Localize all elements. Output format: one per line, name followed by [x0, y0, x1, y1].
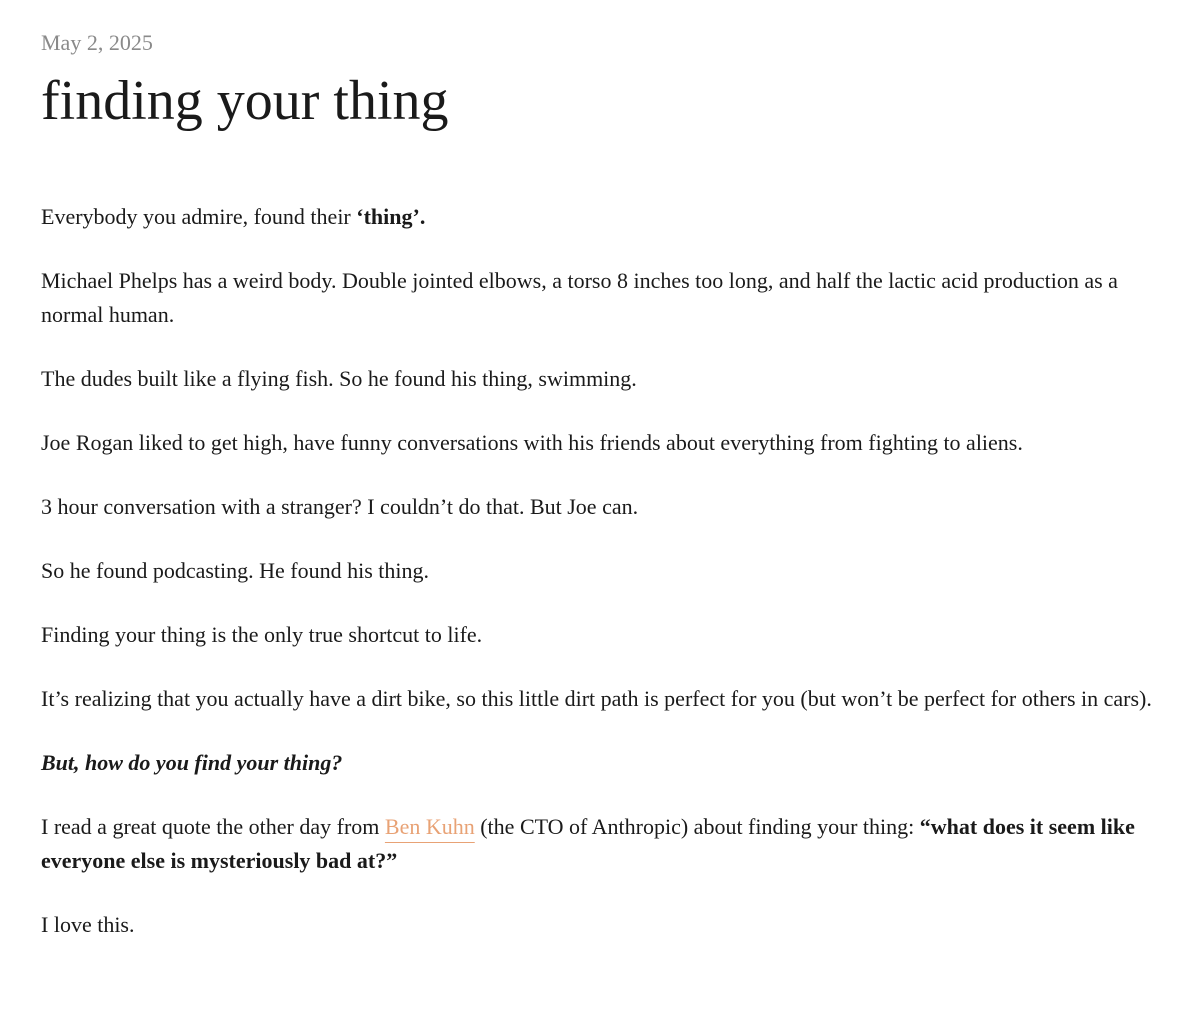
paragraph-1 — [41, 200, 1181, 234]
bold-quote: “what does it seem like everyone else is mysteriously bad at?” — [41, 814, 1135, 873]
paragraph-2: Michael Phelps has a weird body. Double jointed elbows, a torso 8 inches too long, and half the lactic acid production as a normal human. — [41, 268, 1118, 327]
bold-text: ‘thing’. — [356, 204, 426, 229]
paragraph-4: Joe Rogan liked to get high, have funny conversations with his friends about everything from fighting to aliens. — [41, 430, 1023, 455]
ben-kuhn-link[interactable]: Ben Kuhn — [384, 814, 475, 839]
paragraph-10 — [41, 810, 1181, 878]
paragraph-text: I read a great quote the other day from — [41, 814, 385, 839]
bold-italic-question: But, how do you find your thing? — [41, 750, 343, 775]
paragraph-8: It’s realizing that you actually have a dirt bike, so this little dirt path is perfect for you (but won’t be perfect for others in cars). — [41, 686, 1152, 711]
paragraph-text: Everybody you admire, found their — [41, 204, 357, 229]
post-title: finding your thing — [41, 70, 449, 132]
post-date: May 2, 2025 — [41, 30, 153, 55]
post-body — [41, 200, 1181, 972]
paragraph-6: So he found podcasting. He found his thing. — [41, 558, 430, 583]
paragraph-5: 3 hour conversation with a stranger? I couldn’t do that. But Joe can. — [41, 494, 639, 519]
paragraph-text: (the CTO of Anthropic) about finding your thing: — [474, 814, 920, 839]
paragraph-9 — [41, 746, 1181, 780]
paragraph-3: The dudes built like a flying fish. So he found his thing, swimming. — [41, 366, 637, 391]
paragraph-11: I love this. — [41, 912, 135, 937]
paragraph-7: Finding your thing is the only true shortcut to life. — [41, 622, 483, 647]
